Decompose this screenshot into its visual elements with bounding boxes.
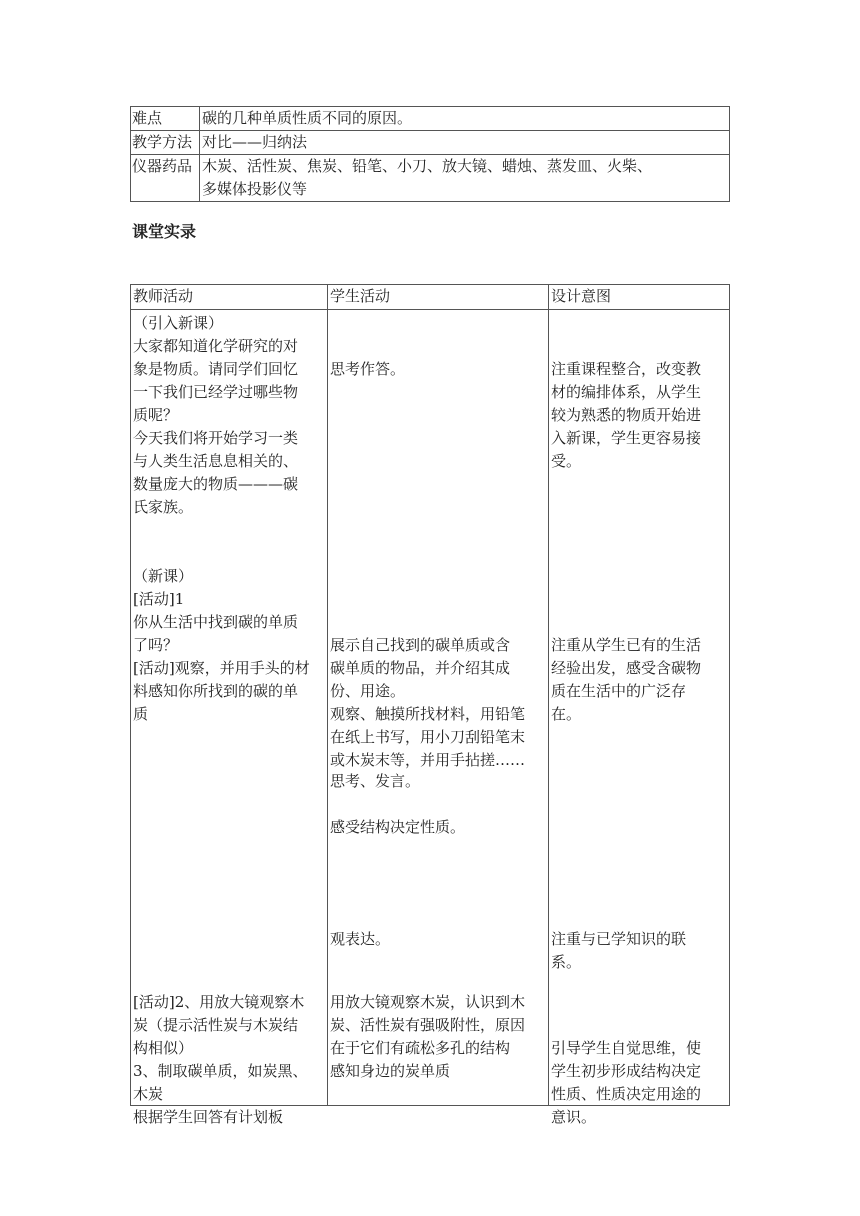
teacher-block-intro <box>133 312 298 519</box>
student-block-6 <box>330 991 525 1083</box>
text-line: 观察、触摸所找材料，用铅笔 <box>330 705 526 723</box>
text-line: 引导学生自觉思维，使 <box>551 1039 702 1057</box>
text-line: （新课） <box>133 567 194 585</box>
text-line: 一下我们已经学过哪些物 <box>133 383 299 401</box>
text-line: 大家都知道化学研究的对 <box>133 337 299 355</box>
text-line: 感受结构决定性质。 <box>330 818 466 836</box>
info-value-line: 多媒体投影仪等 <box>202 180 308 198</box>
text-line: 受。 <box>551 452 582 470</box>
content-row <box>131 310 730 1106</box>
text-line: 份、用途。 <box>330 682 406 700</box>
info-value-line: 对比——归纳法 <box>202 133 308 151</box>
info-row-difficulty <box>131 107 730 131</box>
column-header-intent: 设计意图 <box>549 285 730 310</box>
column-header-student: 学生活动 <box>328 285 549 310</box>
text-line: 感知身边的炭单质 <box>330 1062 451 1080</box>
intent-block-3 <box>551 928 686 974</box>
intent-block-1 <box>551 358 701 473</box>
column-header-teacher: 教师活动 <box>131 285 328 310</box>
text-line: 质呢？ <box>133 406 179 424</box>
info-value-line: 碳的几种单质性质不同的原因。 <box>202 109 413 127</box>
text-line: 碳单质的物品，并介绍其成 <box>330 659 511 677</box>
text-line: 氏家族。 <box>133 498 194 516</box>
text-line: 意识。 <box>551 1108 597 1126</box>
intent-block-2 <box>551 634 701 726</box>
student-block-2 <box>330 634 525 772</box>
info-value <box>200 107 730 131</box>
info-row-equipment <box>131 155 730 202</box>
text-line: 质 <box>133 705 149 723</box>
text-line: 用放大镜观察木炭，认识到木 <box>330 993 526 1011</box>
teacher-block-new-lesson <box>133 565 310 726</box>
text-line: 思考、发言。 <box>330 772 421 790</box>
text-line: [活动]1 <box>133 590 185 608</box>
text-line: 在纸上书写，用小刀刮铅笔末 <box>330 728 526 746</box>
teacher-activity-cell <box>131 310 328 1126</box>
text-line: 观表达。 <box>330 930 391 948</box>
info-value-line: 木炭、活性炭、焦炭、铅笔、小刀、放大镜、蜡烛、蒸发皿、火柴、 <box>202 157 653 175</box>
text-line: [活动]观察，并用手头的材 <box>133 659 310 677</box>
text-line: 注重从学生已有的生活 <box>551 636 702 654</box>
design-intent-cell <box>549 310 730 1126</box>
text-line: [活动]2、用放大镜观察木 <box>133 993 305 1011</box>
intent-block-4 <box>551 1037 701 1129</box>
info-value <box>200 131 730 155</box>
lesson-table <box>130 284 730 1126</box>
text-line: （引入新课） <box>133 314 224 332</box>
text-line: 数量庞大的物质———碳 <box>133 475 299 493</box>
text-line: 材的编排体系，从学生 <box>551 383 702 401</box>
text-line: 经验出发，感受含碳物 <box>551 659 702 677</box>
text-line: 系。 <box>551 953 582 971</box>
info-key: 教学方法 <box>131 131 200 155</box>
info-key: 仪器药品 <box>131 155 200 202</box>
text-line: 在于它们有疏松多孔的结构 <box>330 1039 511 1057</box>
text-line: 木炭 <box>133 1085 164 1103</box>
text-line: 注重课程整合，改变教 <box>551 360 702 378</box>
text-line: 象是物质。请同学们回忆 <box>133 360 299 378</box>
text-line: 了吗？ <box>133 636 179 654</box>
text-line: 学生初步形成结构决定 <box>551 1062 702 1080</box>
text-line: 较为熟悉的物质开始进 <box>551 406 702 424</box>
text-line: 在。 <box>551 705 582 723</box>
text-line: 根据学生回答有计划板 <box>133 1108 284 1126</box>
text-line: 今天我们将开始学习一类 <box>133 429 299 447</box>
teacher-block-magnifier <box>133 991 308 1129</box>
text-line: 展示自己找到的碳单质或含 <box>330 636 511 654</box>
student-block-4 <box>330 816 465 839</box>
text-line: 与人类生活息息相关的、 <box>133 452 299 470</box>
section-heading: 课堂实录 <box>132 222 197 241</box>
student-block-1 <box>330 358 405 381</box>
text-line: 料感知你所找到的碳的单 <box>133 682 299 700</box>
text-line: 炭（提示活性炭与木炭结 <box>133 1016 299 1034</box>
info-row-method <box>131 131 730 155</box>
text-line: 你从生活中找到碳的单质 <box>133 613 299 631</box>
student-block-3 <box>330 770 420 793</box>
text-line: 构相似） <box>133 1039 194 1057</box>
text-line: 注重与已学知识的联 <box>551 930 687 948</box>
text-line: 思考作答。 <box>330 360 406 378</box>
text-line: 性质、性质决定用途的 <box>551 1085 702 1103</box>
info-value <box>200 155 730 202</box>
text-line: 3、制取碳单质，如炭黑、 <box>133 1062 308 1080</box>
student-activity-cell <box>328 310 549 1106</box>
text-line: 炭、活性炭有强吸附性，原因 <box>330 1016 526 1034</box>
info-key: 难点 <box>131 107 200 131</box>
text-line: 或木炭末等，并用手拈搓…… <box>330 751 526 769</box>
student-block-5 <box>330 928 390 951</box>
info-table <box>130 106 730 202</box>
text-line: 入新课，学生更容易接 <box>551 429 702 447</box>
text-line: 质在生活中的广泛存 <box>551 682 687 700</box>
header-row <box>131 285 730 310</box>
